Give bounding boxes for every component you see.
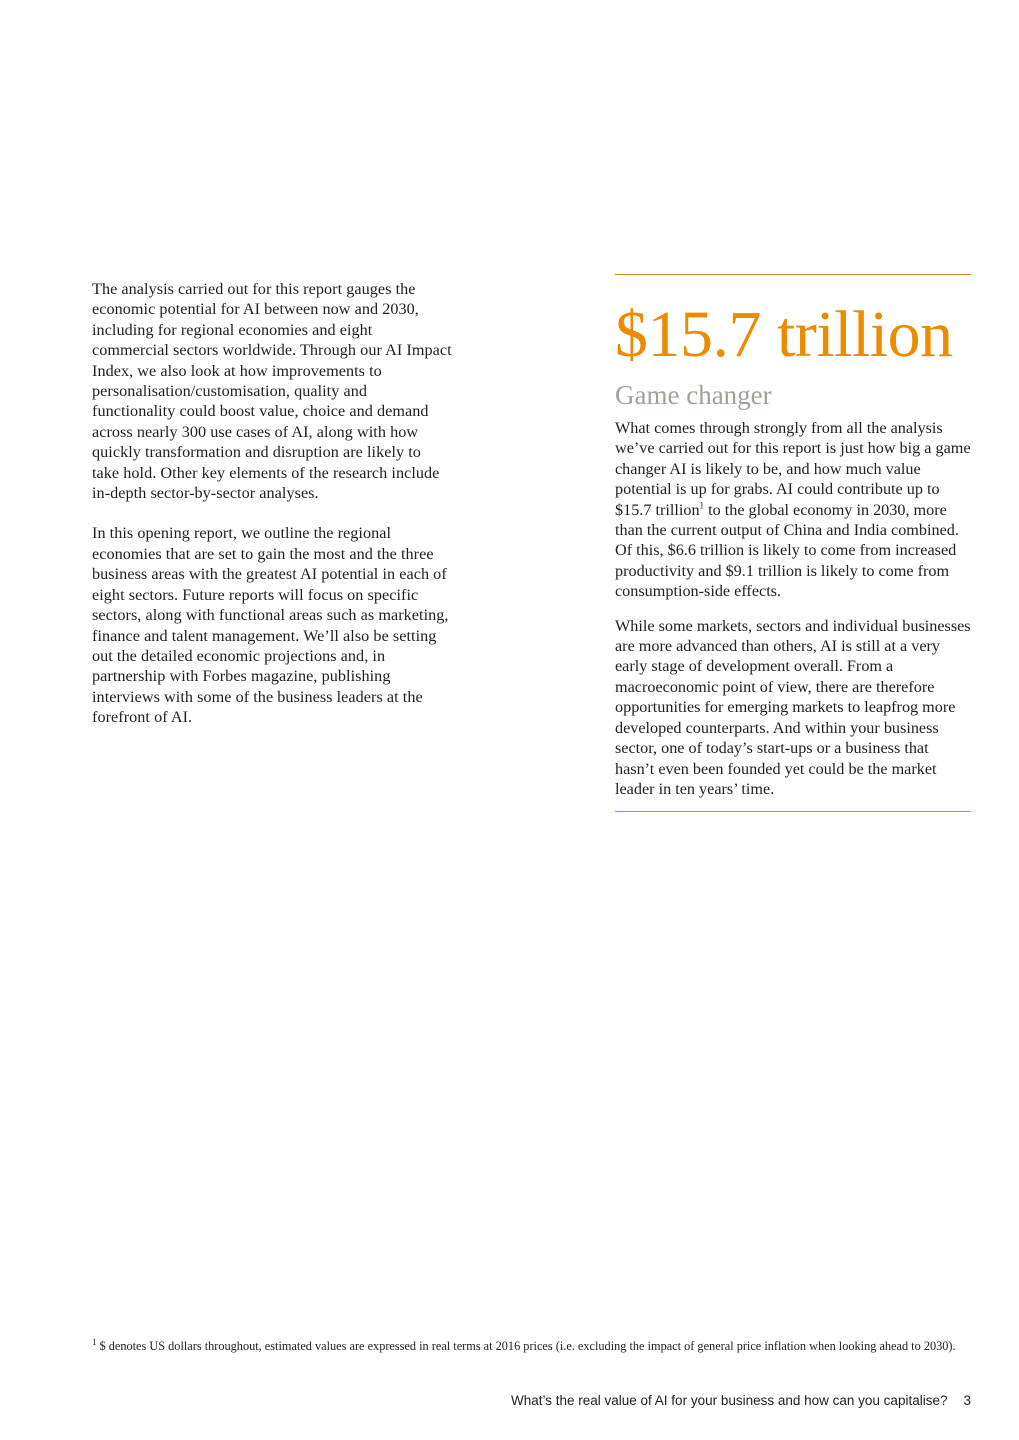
headline-figure: $15.7 trillion: [615, 298, 953, 371]
page-footer: [511, 1393, 971, 1409]
intro-paragraph-2: In this opening report, we outline the regional economies that are set to gain the most and the three business areas with the greatest AI potential in each of eight sectors. Future reports will focus on specific sectors, along with functional areas such as marketing, finance and talent management. We’ll also be setting out the detailed economic projections and, in partnership with Forbes magazine, publishing interviews with some of the business leaders at the forefront of AI.: [92, 524, 449, 727]
callout-paragraph-1-text-a: What comes through strongly from all the analysis we’ve carried out for this report is just how big a game changer AI is likely to be, and how much value potential is up for grabs. AI could contribute up to $15.7 trillion: [615, 419, 971, 519]
footnote: [92, 1336, 972, 1354]
page-number: 3: [963, 1393, 971, 1408]
intro-paragraph-1: The analysis carried out for this report gauges the economic potential for AI between now and 2030, including for regional economies and eight commercial sectors worldwide. Through our AI Impact Index, we also look at how improvements to personalisation/customisation, quality and functionality could boost value, choice and demand across nearly 300 use cases of AI, along with how quickly transformation and disruption are likely to take hold. Other key elements of the research include in-depth sector-by-sector analyses.: [92, 280, 452, 503]
footnote-mark: 1: [92, 1336, 97, 1347]
callout-paragraph-1-text-b: to the global economy in 2030, more than the current output of China and India combined. Of this, $6.6 trillion is likely to come from increased productivity and $9.1 trillion is likely to come from consumption-side effects.: [615, 500, 959, 601]
intro-column: [92, 279, 452, 748]
callout-paragraph-2: While some markets, sectors and individual businesses are more advanced than others, AI is still at a very early stage of development overall. From a macroeconomic point of view, there are therefore opportunities for emerging markets to leapfrog more developed counterparts. And within your business sector, one of today’s start-ups or a business that hasn’t even been founded yet could be the market leader in ten years’ time.: [615, 616, 971, 798]
footnote-text: $ denotes US dollars throughout, estimated values are expressed in real terms at 2016 prices (i.e. excluding the impact of general price inflation when looking ahead to 2030).: [99, 1339, 956, 1353]
callout-subheading: Game changer: [615, 380, 772, 410]
callout-body: [615, 418, 971, 799]
callout-paragraph-1: [615, 418, 971, 602]
footer-title: What’s the real value of AI for your business and how can you capitalise?: [510, 1393, 948, 1408]
callout-box: [615, 274, 971, 812]
footnote-reference: 1: [699, 500, 705, 511]
